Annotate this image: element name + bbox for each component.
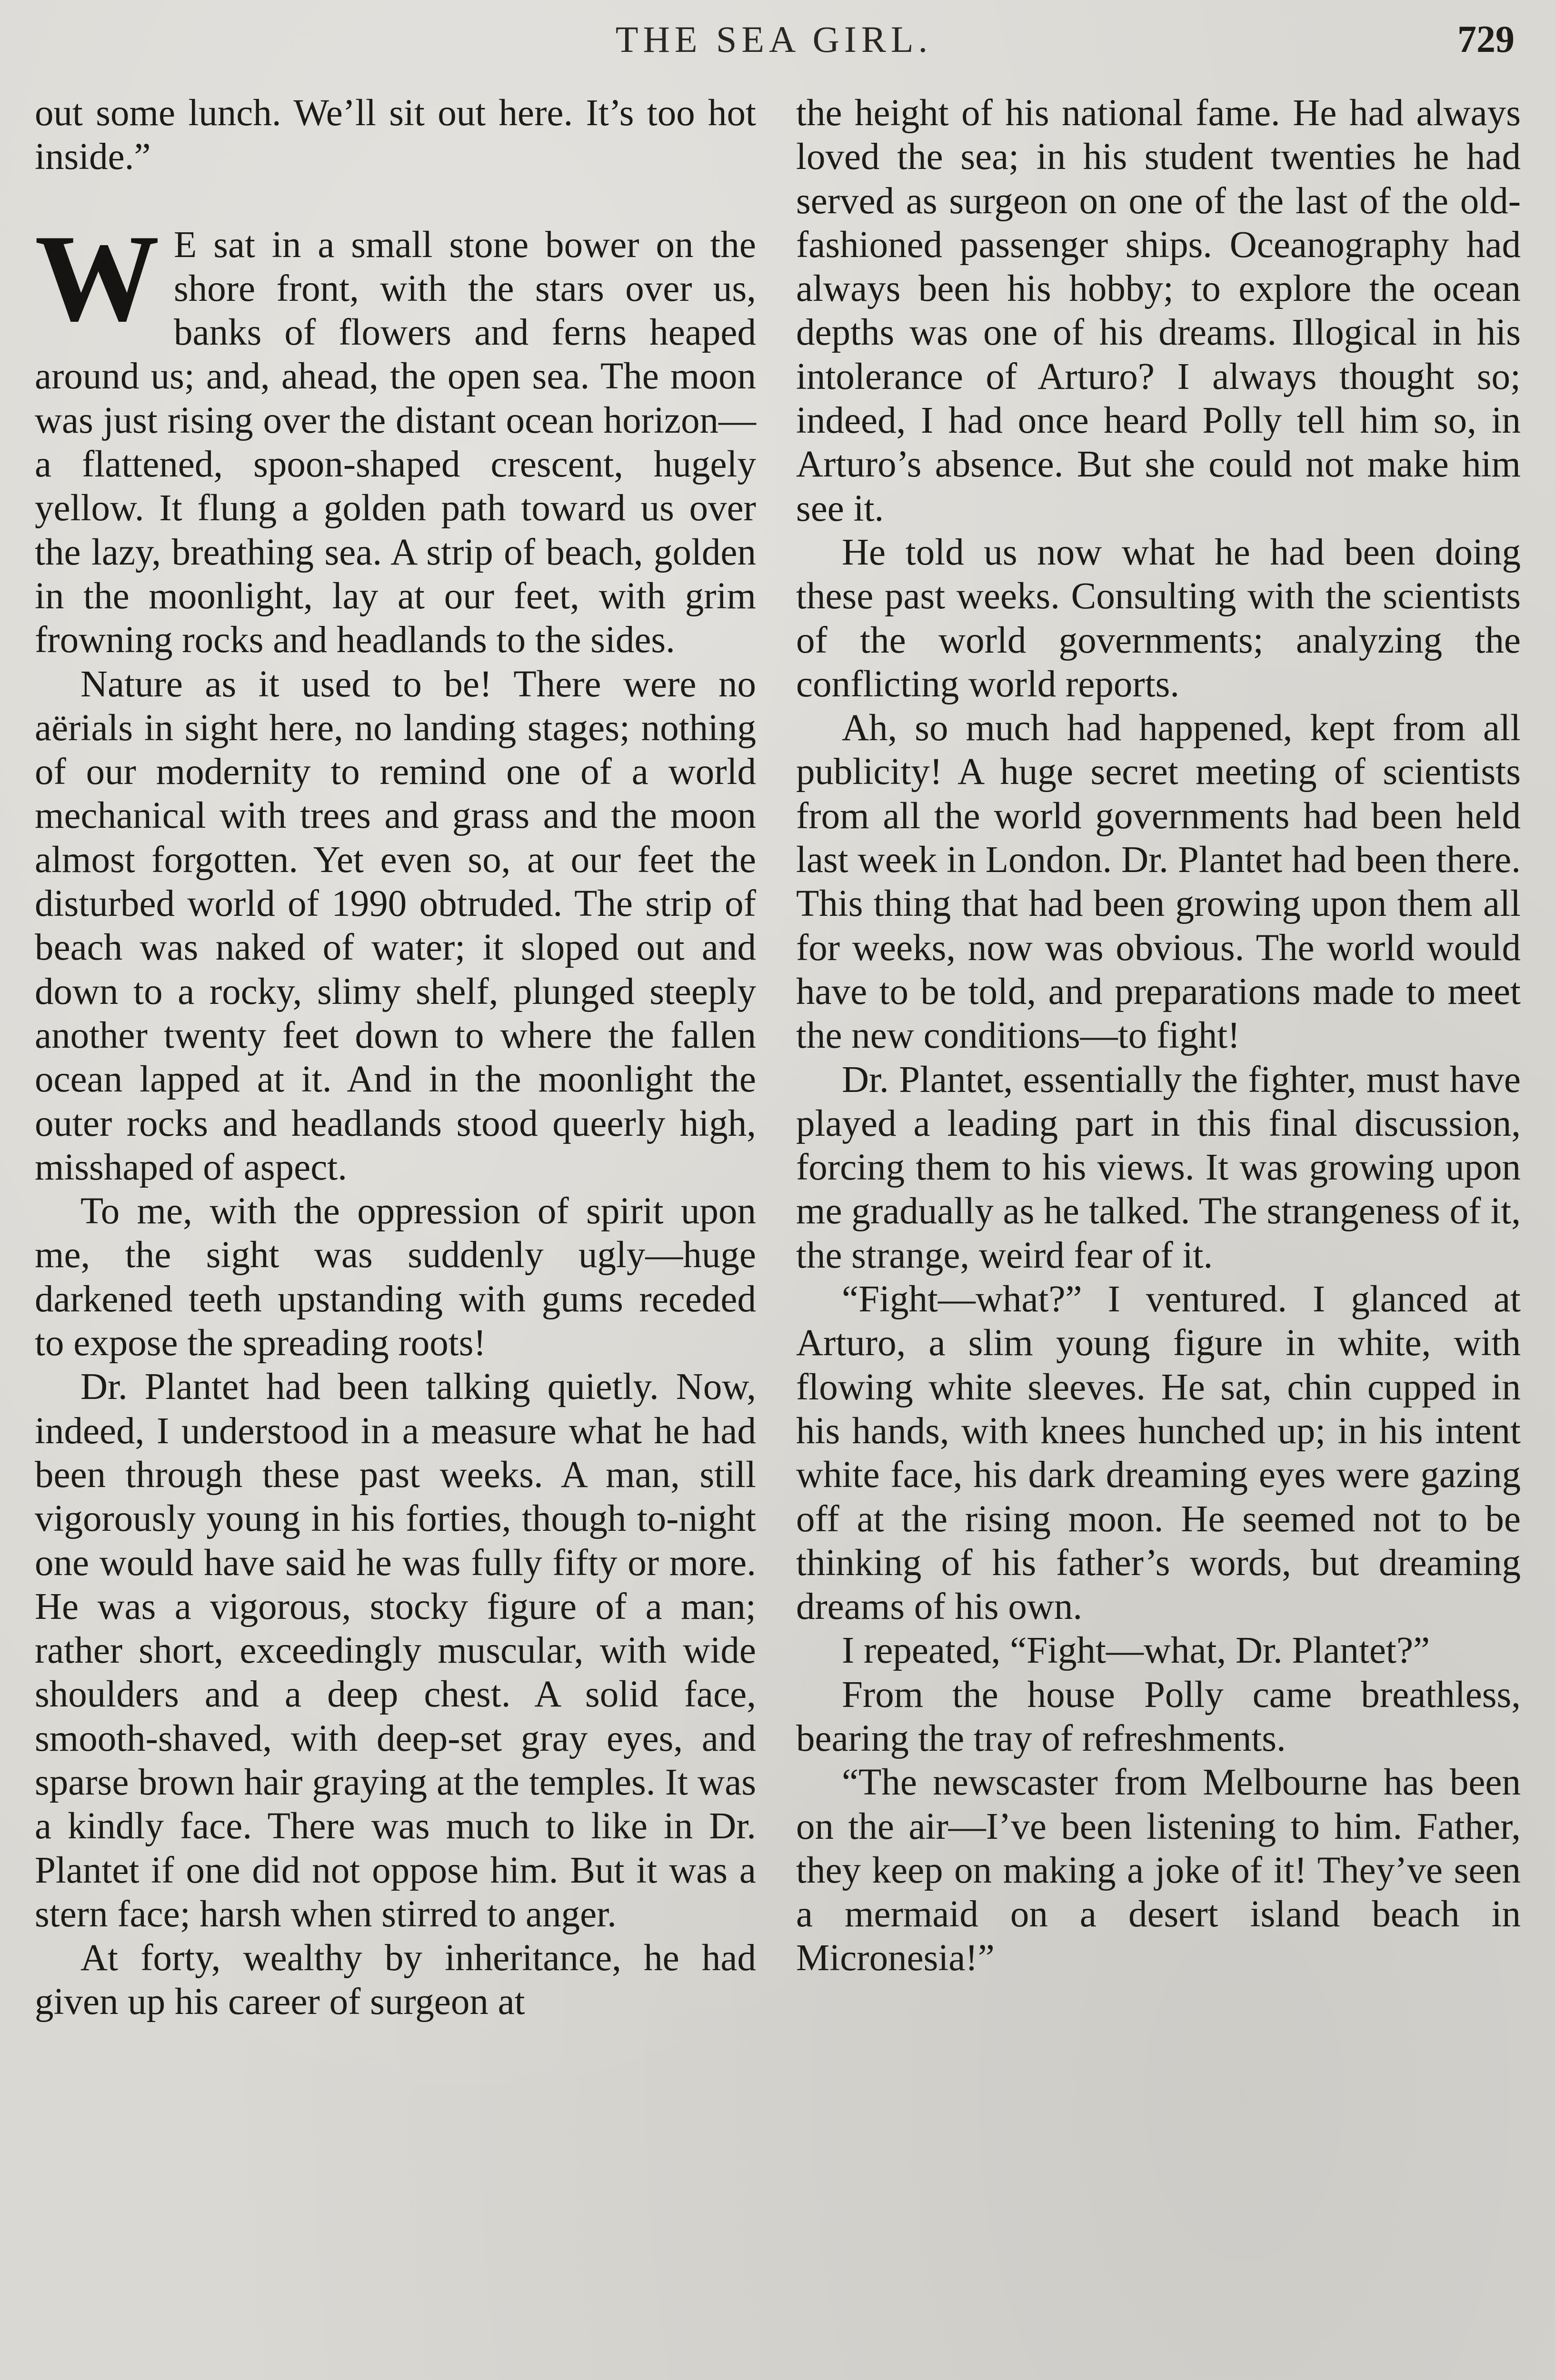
paragraph: Nature as it used to be! There were no aërials in sight here, no landing stages; nothing of our modernity to remind one of a world mechanical with trees and grass and the moon almost forgotten. Yet even so, at our feet the disturbed world of 1990 obtruded. The strip of beach was naked of water; it sloped out and down to a rocky, slimy shelf, plunged steeply another twenty feet down to where the fallen ocean lapped at it. And in the moonlight the outer rocks and headlands stood queerly high, misshaped of aspect.	[35, 663, 756, 1188]
paragraph: I repeated, “Fight—what, Dr. Plantet?”	[842, 1630, 1430, 1672]
paragraph: Dr. Plantet had been talking quietly. Now, indeed, I understood in a measure what he had been through these past weeks. A man, still vigorously young in his forties, though to-night one would have said he was fully fifty or more. He was a vigorous, stocky figure of a man; rather short, exceedingly muscular, with wide shoulders and a deep chest. A solid face, smooth-shaved, with deep-set gray eyes, and sparse brown hair graying at the temples. It was a kindly face. There was much to like in Dr. Plantet if one did not oppose him. But it was a stern face; harsh when stirred to anger.	[35, 1366, 756, 1935]
right-column	[796, 91, 1521, 1981]
paragraph: out some lunch. We’ll sit out here. It’s too hot inside.”	[35, 92, 756, 178]
left-column	[35, 91, 756, 2024]
paragraph-with-dropcap	[35, 208, 756, 663]
running-title: THE SEA GIRL.	[615, 19, 933, 60]
paragraph: At forty, wealthy by inheritance, he had given up his career of surgeon at	[35, 1937, 756, 2023]
paragraph: the height of his national fame. He had always loved the sea; in his student twenties he had served as surgeon on one of the last of the old-fashioned passenger ships. Oceanography had always been his hobby; to explore the ocean depths was one of his dreams. Illogical in his intolerance of Arturo? I always thought so; indeed, I had once heard Polly tell him so, in Arturo’s absence. But she could not make him see it.	[796, 92, 1521, 529]
paragraph: He told us now what he had been doing these past weeks. Consulting with the scientists of the world governments; analyzing the conflicting world reports.	[796, 531, 1521, 705]
paragraph: To me, with the oppression of spirit upon me, the sight was suddenly ugly—huge darkened teeth upstanding with gums receded to expose the spreading roots!	[35, 1190, 756, 1364]
page-header	[33, 13, 1515, 66]
paragraph: Dr. Plantet, essentially the fighter, must have played a leading part in this final discussion, forcing them to his views. It was growing upon me gradually as he talked. The strangeness of it, the strange, weird fear of it.	[796, 1059, 1521, 1276]
page-number: 729	[1457, 19, 1515, 60]
paragraph: Ah, so much had happened, kept from all publicity! A huge secret meeting of scientists from all the world governments had been held last week in London. Dr. Plantet had been there. This thing that had been growing upon them all for weeks, now was obvious. The world would have to be told, and preparations made to meet the new conditions—to fight!	[796, 707, 1521, 1057]
drop-cap: W	[35, 208, 159, 347]
paragraph: “Fight—what?” I ventured. I glanced at Arturo, a slim young figure in white, with flowing white sleeves. He sat, chin cupped in his hands, with knees hunched up; in his intent white face, his dark dreaming eyes were gazing off at the rising moon. He seemed not to be thinking of his father’s words, but dreaming dreams of his own.	[796, 1279, 1521, 1628]
paragraph: “The newscaster from Melbourne has been on the air—I’ve been listening to him. Father, they keep on making a joke of it! They’ve seen a mermaid on a desert island beach in Micronesia!”	[796, 1762, 1521, 1979]
paragraph-text: E sat in a small stone bower on the shore front, with the stars over us, banks of flowers and ferns heaped around us; and, ahead, the open sea. The moon was just rising over the distant ocean horizon—a flattened, spoon-shaped crescent, hugely yellow. It flung a golden path toward us over the lazy, breathing sea. A strip of beach, golden in the moonlight, lay at our feet, with grim frowning rocks and headlands to the sides.	[35, 224, 756, 661]
paragraph: From the house Polly came breathless, bearing the tray of refreshments.	[796, 1674, 1521, 1759]
